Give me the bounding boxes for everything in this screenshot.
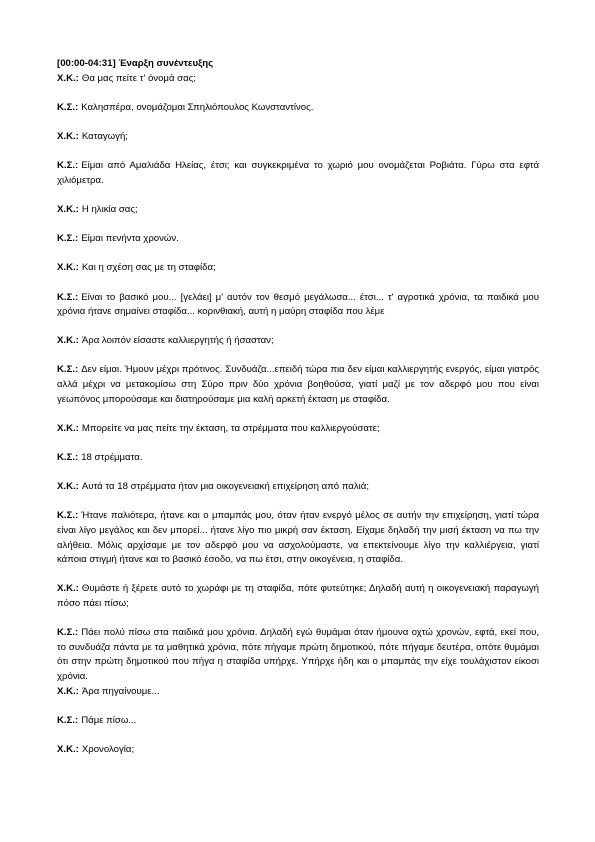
speaker-label: Χ.Κ.: [57,583,79,595]
entry-text: Η ηλικία σας; [81,203,138,215]
transcript-entry [57,334,539,349]
transcript-entry [57,291,539,320]
speaker-label: Χ.Κ.: [57,203,79,215]
speaker-label: Κ.Σ.: [57,714,79,726]
entry-text: Θα μας πείτε τ' όνομά σας; [81,72,196,84]
transcript-entry [57,72,539,87]
speaker-label: Χ.Κ.: [57,335,79,347]
entry-text: Πάμε πίσω... [81,714,137,726]
speaker-label: Χ.Κ.: [57,72,79,84]
speaker-label: Χ.Κ.: [57,422,79,434]
transcript-entry [57,582,539,611]
transcript-entry [57,232,539,247]
entry-text: Είμαι πενήντα χρονών. [81,233,179,245]
speaker-label: Κ.Σ.: [57,364,79,376]
entry-text: Θυμάστε ή ξέρετε αυτό το χωράφι με τη σταφίδα, πότε φυτεύτηκε; Δηλαδή αυτή η οικογενειακή παραγωγή πόσο πάει πίσω; [57,583,539,609]
speaker-label: Χ.Κ.: [57,130,79,142]
entry-text: Ήτανε παλιότερα, ήτανε και ο μπαμπάς μου, όταν ήταν ενεργό μέλος σε αυτήν την επιχείρηση, γιατί τώρα είναι λίγο μεγάλος και δεν μπορεί... ήτανε λίγο πιο μικρή σαν έκταση. Είχαμε δηλαδή την μισή έκταση να πω την αλήθεια. Μόλις αρχίσαμε με τον αδερφό μου να ασχολούμαστε, να επεκτείνουμε λίγο την καλλιέργεια, γιατί κάποια στιγμή ήτανε και το βασικό έσοδο, να πω έτσι, στην οικογένεια, η σταφίδα. [57,510,539,566]
entry-text: Δεν είμαι. Ήμουν μέχρι πρότινος. Συνδυάζα...επειδή τώρα πια δεν είμαι καλλιεργητής ενεργός, είμαι γιατρός αλλά μέχρι να μετακομίσω στη Σύρο πριν δύο χρόνια βοηθούσα, γιατί μαζί με τον αδερφό μου που είναι γεωπόνος μπορούσαμε και διατηρούσαμε μια καλή αρκετή έκταση με σταφίδα. [57,364,539,405]
speaker-label: Χ.Κ.: [57,743,79,755]
transcript [57,57,539,772]
speaker-label: Κ.Σ.: [57,452,79,464]
segment-header: [00:00-04:31] Έναρξη συνέντευξης [57,58,214,69]
speaker-label: Κ.Σ.: [57,291,79,303]
speaker-label: Κ.Σ.: [57,101,79,113]
speaker-label: Χ.Κ.: [57,262,79,274]
entry-text: Είναι το βασικό μου... [γελάει] μ' αυτόν τον θεσμό μεγάλωσα... έτσι... τ' αγροτικά χρόνια, τα παιδικά μου χρόνια ήτανε σημαίνει σταφίδα... κορινθιακή, αυτή η μαύρη σταφίδα που λέμε [57,291,539,318]
speaker-label: Χ.Κ.: [57,685,79,697]
transcript-entry [57,480,539,495]
entry-text: Χρονολογία; [81,743,135,755]
transcript-entry [57,714,539,729]
speaker-label: Κ.Σ.: [57,627,79,639]
entry-text: Αυτά τα 18 στρέμματα ήταν μια οικογενειακή επιχείρηση από παλιά; [81,481,369,493]
speaker-label: Χ.Κ.: [57,481,79,493]
speaker-label: Κ.Σ.: [57,160,79,172]
transcript-entry [57,130,539,145]
transcript-entry [57,685,539,700]
entry-text: 18 στρέμματα. [81,452,143,464]
entry-text: Είμαι από Αμαλιάδα Ηλείας, έτσι; και συγκεκριμένα το χωριό μου ονομάζεται Ροβιάτα. Γύρω στα εφτά χιλιόμετρα. [57,160,539,186]
entry-text: Καταγωγή; [81,130,128,142]
transcript-entry [57,363,539,407]
transcript-entry [57,203,539,218]
transcript-entry [57,101,539,116]
entry-text: Μπορείτε να μας πείτε την έκταση, τα στρέμματα που καλλιεργούσατε; [81,422,380,434]
entry-text: Και η σχέση σας με τη σταφίδα; [81,262,216,274]
entry-text: Άρα πηγαίνουμε... [81,685,160,697]
transcript-entry [57,626,539,684]
speaker-label: Κ.Σ.: [57,233,79,245]
transcript-entry [57,451,539,466]
entry-text: Άρα λοιπόν είσαστε καλλιεργητής ή ήσασταν; [81,335,274,347]
transcript-entry [57,159,539,188]
speaker-label: Κ.Σ.: [57,510,79,522]
transcript-entry [57,261,539,276]
transcript-entry [57,422,539,437]
entry-text: Καλησπέρα, ονομάζομαι Σπηλιόπουλος Κωνσταντίνος. [81,101,314,113]
transcript-entry [57,743,539,758]
transcript-entry [57,509,539,567]
transcript-entries [57,72,539,758]
entry-text: Πάει πολύ πίσω στα παιδικά μου χρόνια. Δηλαδή εγώ θυμάμαι όταν ήμουνα οχτώ χρονών, εφτά, εκεί που, το συνδυάζα πάντα με τα μαθητικά χρόνια, πότε πήγαμε πρώτη δημοτικού, πότε πήγαμε δευτέρα, οπότε θυμάμαι ότι στην πρώτη δημοτικού που πήγα η σταφίδα υπήρχε. Υπήρχε ήδη και ο μπαμπάς την είχε τουλάχιστον είκοσι χρόνια. [57,627,539,682]
